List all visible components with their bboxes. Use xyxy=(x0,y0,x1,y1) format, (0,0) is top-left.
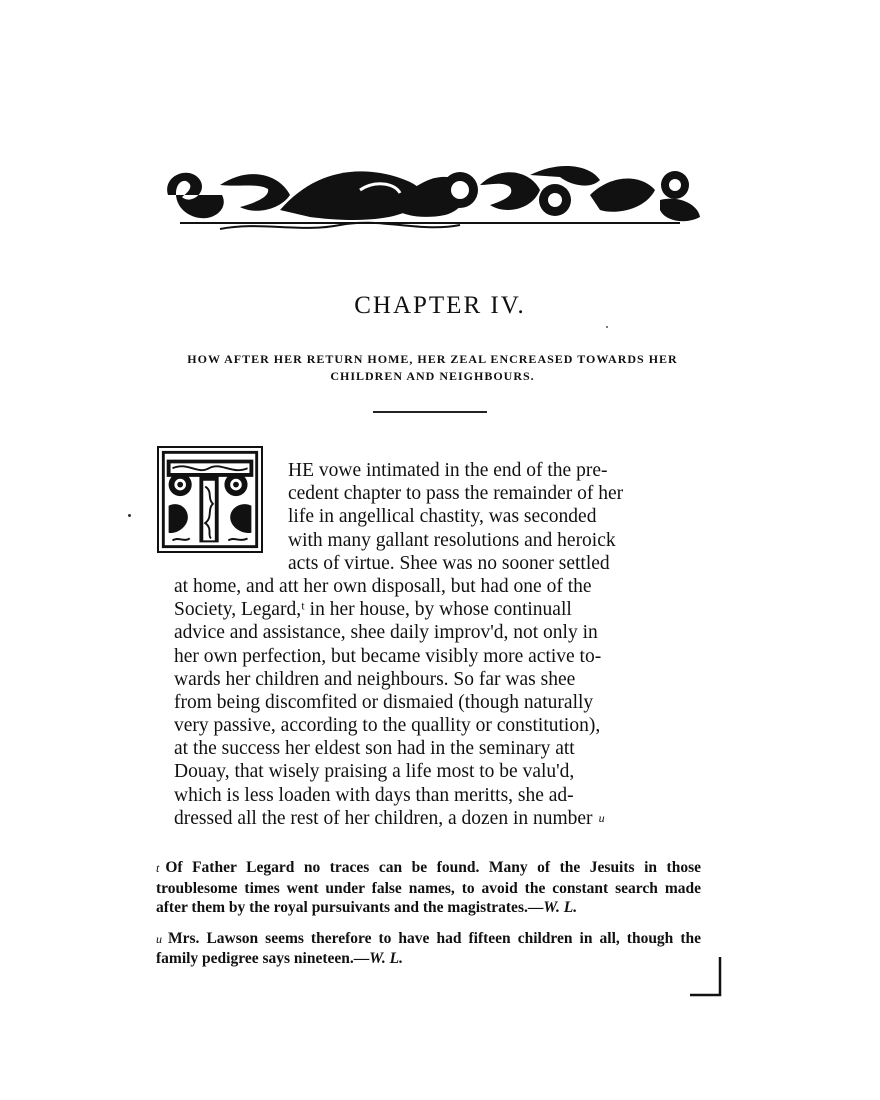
body-line-text: Douay, that wisely praising a life most to be valu'd, xyxy=(174,761,575,783)
ornamental-headpiece xyxy=(160,155,703,235)
body-line-text: wards her children and neighbours. So far was shee xyxy=(174,668,576,690)
body-line-text: from being discomfited or dismaied (though naturally xyxy=(174,691,594,713)
body-line xyxy=(174,714,702,737)
footnote-text: Mrs. Lawson seems therefore to have had fifteen children in all, though the family pedigree says nineteen.— xyxy=(156,929,701,968)
chapter-subtitle xyxy=(160,351,705,385)
body-line-text: with many gallant resolutions and heroick xyxy=(288,529,616,551)
body-line xyxy=(174,668,702,691)
body-line xyxy=(288,482,702,505)
subtitle-line-1: HOW AFTER HER RETURN HOME, HER ZEAL ENCREASED TOWARDS HER xyxy=(187,352,678,366)
body-line-text: dressed all the rest of her children, a dozen in number xyxy=(174,807,593,829)
body-line-text: life in angellical chastity, was seconded xyxy=(288,506,597,528)
body-line xyxy=(288,552,702,575)
body-line-text: very passive, according to the quallity or constitution), xyxy=(174,715,601,737)
body-line xyxy=(174,691,702,714)
body-line-text: advice and assistance, shee daily improv'd, not only in xyxy=(174,622,598,644)
body-line xyxy=(174,737,702,760)
body-line-text: HE vowe intimated in the end of the pre- xyxy=(288,460,608,481)
divider-rule xyxy=(373,411,487,413)
body-line-text: cedent chapter to pass the remainder of her xyxy=(288,483,624,505)
margin-speck xyxy=(606,326,608,328)
body-line xyxy=(174,807,702,830)
footnote-signature: W. L. xyxy=(543,899,578,917)
bracket-mark xyxy=(688,955,724,1005)
body-line xyxy=(174,784,702,807)
body-line-text: Society, Legard,ᵗ in her house, by whose continuall xyxy=(174,599,572,621)
body-line xyxy=(288,529,702,552)
body-line xyxy=(174,645,702,668)
footnote-text: Of Father Legard no traces can be found. Many of the Jesuits in those troublesome times went under false names, to avoid the constant search made after them by the royal pursuivants and the magistrates.— xyxy=(156,859,701,917)
body-line xyxy=(174,621,702,644)
footnote-mark: t xyxy=(156,861,160,875)
footnote-signature: W. L. xyxy=(369,950,403,968)
body-line-text: at home, and att her own disposall, but had one of the xyxy=(174,575,592,597)
subtitle-line-2: CHILDREN AND NEIGHBOURS. xyxy=(330,369,535,383)
body-line xyxy=(174,575,702,598)
body-line-text: at the success her eldest son had in the seminary att xyxy=(174,738,575,760)
footnote-mark: u xyxy=(156,931,162,946)
footnote xyxy=(156,858,701,918)
chapter-title: CHAPTER IV. xyxy=(354,292,526,319)
margin-speck xyxy=(128,514,131,517)
body-text xyxy=(174,459,702,830)
body-line xyxy=(174,598,702,621)
body-line xyxy=(174,760,702,783)
body-line-text: her own perfection, but became visibly more active to- xyxy=(174,645,602,667)
body-line-text: acts of virtue. Shee was no sooner settled xyxy=(288,552,610,574)
footnote xyxy=(156,929,701,969)
body-line xyxy=(288,459,702,482)
footnote-reference-mark: u xyxy=(598,810,605,825)
footnotes xyxy=(156,858,701,969)
body-line-text: which is less loaden with days than meritts, she ad- xyxy=(174,784,574,806)
body-line xyxy=(288,505,702,528)
